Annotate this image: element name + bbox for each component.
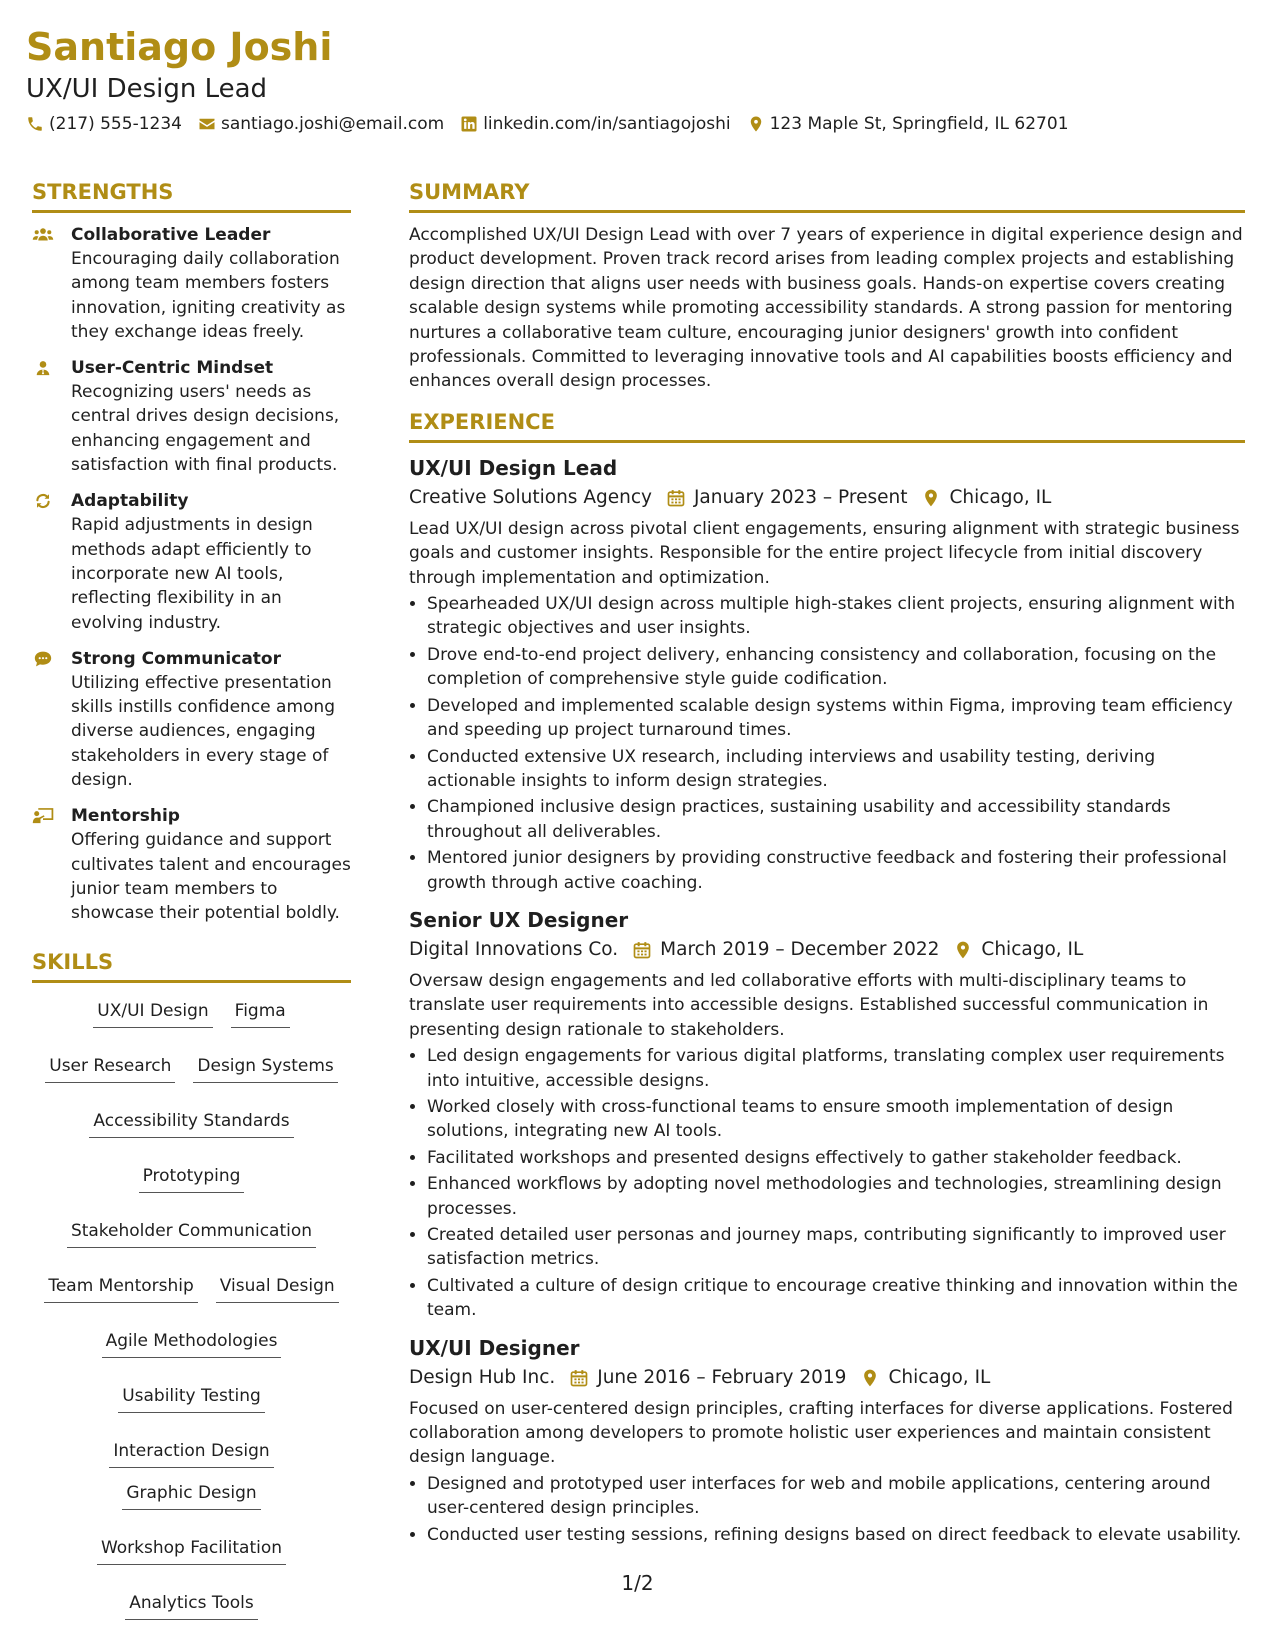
skill-tag: Accessibility Standards [89, 1109, 293, 1138]
linkedin-text: linkedin.com/in/santiagojoshi [483, 114, 731, 134]
comment-icon [32, 650, 54, 668]
resume-header [26, 22, 1249, 136]
strength-item [32, 356, 351, 477]
strength-description: Utilizing effective presentation skills instills confidence among diverse audiences, engaging stakeholders in every stage of design. [71, 672, 335, 791]
left-column [32, 178, 351, 1620]
strength-description: Offering guidance and support cultivates talent and encourages junior team members to showcase their potential boldly. [71, 830, 351, 924]
company-name: Digital Innovations Co. [409, 938, 619, 960]
strength-title: User-Centric Mindset [71, 358, 274, 379]
list-item: • Developed and implemented scalable design systems within Figma, improving team efficiency and speeding up project turnaround times. [427, 694, 1245, 743]
skill-tag: Visual Design [216, 1274, 339, 1303]
strength-title: Collaborative Leader [71, 225, 271, 245]
calendar-icon [666, 488, 686, 508]
users-icon [32, 226, 54, 244]
envelope-icon [198, 115, 216, 133]
job-bullets [409, 1044, 1245, 1322]
phone-icon [26, 115, 44, 133]
skill-tag: Stakeholder Communication [67, 1219, 316, 1248]
right-column [409, 178, 1245, 1557]
address-text: 123 Maple St, Springfield, IL 62701 [769, 114, 1069, 134]
strengths-heading: STRENGTHS [32, 178, 351, 213]
skill-tag: User Research [45, 1054, 175, 1083]
strength-item [32, 489, 351, 634]
skill-tag: Prototyping [139, 1164, 245, 1193]
list-item: • Created detailed user personas and journey maps, contributing significantly to improved user satisfaction metrics. [427, 1223, 1245, 1272]
location-pin-icon [921, 488, 941, 508]
list-item: • Led design engagements for various digital platforms, translating complex user requirements into intuitive, accessible designs. [427, 1044, 1245, 1093]
job-description: Oversaw design engagements and led collaborative efforts with multi-disciplinary teams to translate user requirements into accessible designs. Established successful communication in presenting design rationale to stakeholders. [409, 970, 1209, 1040]
experience-heading: EXPERIENCE [409, 408, 1245, 443]
job-title: UX/UI Designer [409, 1335, 580, 1360]
strength-item [32, 804, 351, 925]
list-item: • Spearheaded UX/UI design across multiple high-stakes client projects, ensuring alignment with strategic objectives and user insights. [427, 592, 1245, 641]
list-item: • Drove end-to-end project delivery, enhancing consistency and collaboration, focusing on the completion of comprehensive style guide codification. [427, 643, 1245, 692]
contact-row [26, 112, 1249, 136]
job-title: Senior UX Designer [409, 907, 629, 932]
job-description: Focused on user-centered design principles, crafting interfaces for diverse applications. Fostered collaboration among developers to promote holistic user experiences and maintain consistent design language. [409, 1398, 1233, 1468]
list-item: • Conducted user testing sessions, refining designs based on direct feedback to elevate usability. [427, 1523, 1245, 1547]
summary-text: Accomplished UX/UI Design Lead with over 7 years of experience in digital experience design and product development. Proven track record arises from leading complex projects and establishing design direction that aligns user needs with business goals. Hands-on expertise covers creating scalable design systems while promoting accessibility standards. A strong passion for mentoring nurtures a collaborative team culture, encouraging junior designers' growth into confident professionals. Committed to leveraging innovative tools and AI capabilities boosts efficiency and enhances overall design processes. [409, 225, 1243, 392]
strength-title: Mentorship [71, 806, 180, 827]
list-item: • Enhanced workflows by adopting novel methodologies and technologies, streamlining design processes. [427, 1172, 1245, 1221]
strength-description: Rapid adjustments in design methods adapt efficiently to incorporate new AI tools, reflecting flexibility in an evolving industry. [71, 515, 313, 633]
list-item: • Worked closely with cross-functional teams to ensure smooth implementation of design solutions, integrating new AI tools. [427, 1095, 1245, 1144]
skill-tag: Graphic Design [122, 1481, 260, 1510]
job-meta [409, 483, 1245, 513]
calendar-icon [569, 1368, 589, 1388]
strength-title: Adaptability [71, 491, 189, 512]
job-description: Lead UX/UI design across pivotal client engagements, ensuring alignment with strategic business goals and customer insights. Responsible for the entire project lifecycle from initial discovery through implementation and optimization. [409, 518, 1240, 588]
location-pin-icon [747, 115, 765, 133]
skill-tag: Figma [231, 999, 290, 1028]
location-pin-icon [860, 1368, 880, 1388]
page-indicator: 1/2 [621, 1571, 654, 1595]
job-bullets [409, 1472, 1245, 1547]
skill-tag: UX/UI Design [93, 999, 212, 1028]
job-title: UX/UI Design Lead [409, 455, 618, 480]
summary-heading: SUMMARY [409, 178, 1245, 213]
strength-item [32, 647, 351, 792]
user-tie-icon [32, 359, 54, 377]
list-item: • Conducted extensive UX research, including interviews and usability testing, deriving actionable insights to inform design strategies. [427, 745, 1245, 794]
location-pin-icon [953, 940, 973, 960]
job-meta [409, 1363, 1245, 1393]
job-bullets [409, 592, 1245, 895]
list-item: • Championed inclusive design practices, sustaining usability and accessibility standards throughout all deliverables. [427, 795, 1245, 844]
job-meta [409, 935, 1245, 965]
contact-phone[interactable] [26, 112, 182, 136]
strength-description: Recognizing users' needs as central drives design decisions, enhancing engagement and satisfaction with final products. [71, 382, 340, 476]
job-location: Chicago, IL [981, 938, 1084, 960]
strength-description: Encouraging daily collaboration among team members fosters innovation, igniting creativity as they exchange ideas freely. [71, 249, 346, 342]
skills-heading: SKILLS [32, 948, 351, 983]
skill-tag: Usability Testing [118, 1384, 265, 1413]
email-text: santiago.joshi@email.com [220, 114, 445, 134]
contact-linkedin[interactable] [460, 112, 730, 136]
candidate-title: UX/UI Design Lead [26, 74, 268, 104]
list-item: • Mentored junior designers by providing constructive feedback and fostering their professional growth through active coaching. [427, 846, 1245, 895]
skill-tag: Design Systems [193, 1054, 337, 1083]
contact-address [747, 112, 1069, 136]
calendar-icon [632, 940, 652, 960]
job-entry [409, 905, 1245, 1323]
strength-title: Strong Communicator [71, 648, 281, 669]
phone-text: (217) 555-1234 [49, 114, 182, 134]
list-item: • Cultivated a culture of design critique to encourage creative thinking and innovation within the team. [427, 1274, 1245, 1323]
skill-tag: Agile Methodologies [102, 1329, 282, 1358]
teacher-icon [32, 807, 54, 825]
linkedin-icon [460, 115, 478, 133]
sync-icon [32, 492, 54, 510]
skill-tag: Analytics Tools [125, 1591, 257, 1620]
job-entry [409, 453, 1245, 895]
skill-tag: Interaction Design [109, 1439, 273, 1468]
job-entry [409, 1333, 1245, 1547]
skill-tag: Team Mentorship [44, 1274, 197, 1303]
job-dates: March 2019 – December 2022 [660, 938, 940, 960]
job-dates: June 2016 – February 2019 [597, 1366, 847, 1388]
job-location: Chicago, IL [949, 486, 1052, 508]
skill-tag: Workshop Facilitation [97, 1536, 286, 1565]
company-name: Design Hub Inc. [409, 1366, 556, 1388]
list-item: • Designed and prototyped user interfaces for web and mobile applications, centering around user-centered design principles. [427, 1472, 1245, 1521]
candidate-name: Santiago Joshi [26, 25, 333, 69]
skills-list [32, 993, 351, 1620]
job-location: Chicago, IL [888, 1366, 991, 1388]
job-dates: January 2023 – Present [693, 486, 908, 508]
contact-email[interactable] [198, 112, 444, 136]
strength-item [32, 223, 351, 344]
company-name: Creative Solutions Agency [409, 486, 652, 508]
list-item: • Facilitated workshops and presented designs effectively to gather stakeholder feedback. [427, 1146, 1245, 1170]
